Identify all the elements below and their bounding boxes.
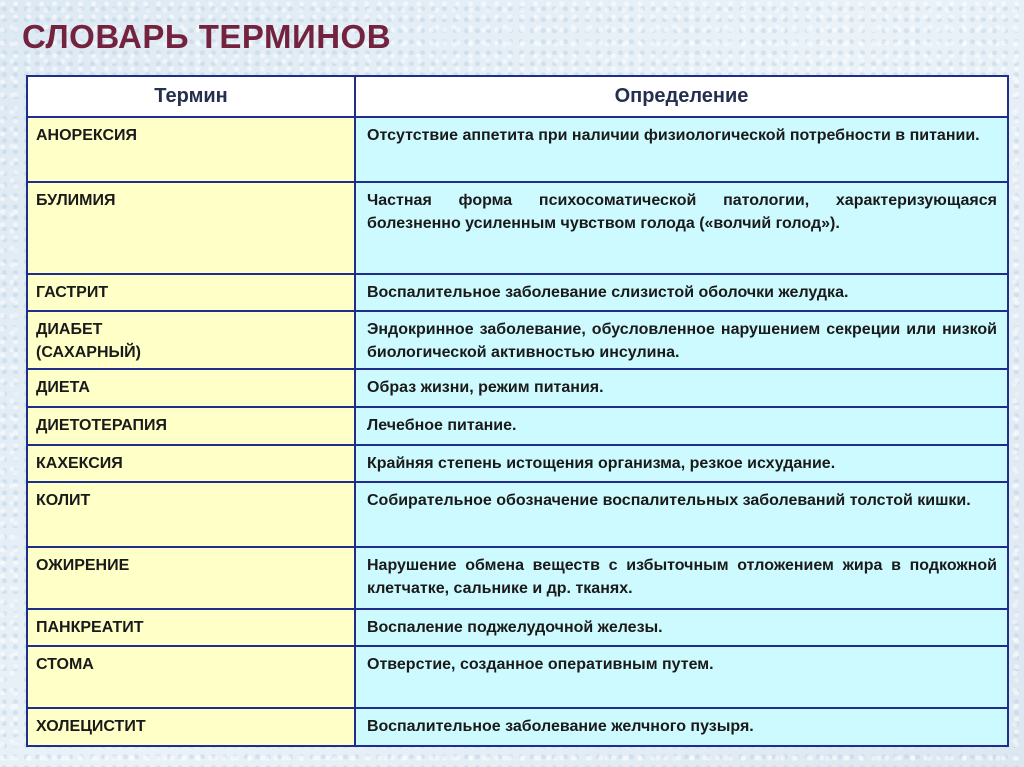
term-text: ДИАБЕТ (САХАРНЫЙ) bbox=[36, 321, 141, 361]
definition-cell: Лечебное питание. bbox=[355, 407, 1008, 445]
header-term: Термин bbox=[27, 76, 355, 117]
definition-cell: Воспалительное заболевание желчного пузыря. bbox=[355, 708, 1008, 746]
definition-cell: Собирательное обозначение воспалительных заболеваний толстой кишки. bbox=[355, 482, 1008, 547]
definition-cell: Отверстие, созданное оперативным путем. bbox=[355, 646, 1008, 708]
table-row bbox=[27, 274, 1008, 311]
term-cell: ХОЛЕЦИСТИТ bbox=[27, 708, 355, 746]
definition-cell: Нарушение обмена веществ с избыточным отложением жира в подкожной клетчатке, сальнике и др. тканях. bbox=[355, 547, 1008, 609]
term-cell: КОЛИТ bbox=[27, 482, 355, 547]
table-row bbox=[27, 609, 1008, 646]
term-cell: ПАНКРЕАТИТ bbox=[27, 609, 355, 646]
table-row bbox=[27, 445, 1008, 482]
definition-cell: Воспаление поджелудочной железы. bbox=[355, 609, 1008, 646]
term-cell: ОЖИРЕНИЕ bbox=[27, 547, 355, 609]
table-header-row bbox=[27, 76, 1008, 117]
definition-cell: Образ жизни, режим питания. bbox=[355, 369, 1008, 407]
table-row bbox=[27, 646, 1008, 708]
header-definition: Определение bbox=[355, 76, 1008, 117]
term-cell: КАХЕКСИЯ bbox=[27, 445, 355, 482]
term-cell bbox=[27, 311, 355, 369]
term-cell: АНОРЕКСИЯ bbox=[27, 117, 355, 182]
table-row bbox=[27, 311, 1008, 369]
page-title: СЛОВАРЬ ТЕРМИНОВ bbox=[22, 18, 392, 55]
definition-cell: Крайняя степень истощения организма, резкое исхудание. bbox=[355, 445, 1008, 482]
table-row bbox=[27, 708, 1008, 746]
table-row bbox=[27, 407, 1008, 445]
terms-table bbox=[26, 75, 1009, 747]
definition-cell: Отсутствие аппетита при наличии физиологической потребности в питании. bbox=[355, 117, 1008, 182]
table-row bbox=[27, 369, 1008, 407]
definition-cell: Эндокринное заболевание, обусловленное нарушением секреции или низкой биологической активностью инсулина. bbox=[355, 311, 1008, 369]
term-cell: СТОМА bbox=[27, 646, 355, 708]
term-cell: ДИЕТА bbox=[27, 369, 355, 407]
term-cell: БУЛИМИЯ bbox=[27, 182, 355, 274]
table-row bbox=[27, 117, 1008, 182]
table-row bbox=[27, 182, 1008, 274]
definition-cell: Частная форма психосоматической патологии, характеризующаяся болезненно усиленным чувством голода («волчий голод»). bbox=[355, 182, 1008, 274]
definition-cell: Воспалительное заболевание слизистой оболочки желудка. bbox=[355, 274, 1008, 311]
table-row bbox=[27, 482, 1008, 547]
term-cell: ГАСТРИТ bbox=[27, 274, 355, 311]
term-cell: ДИЕТОТЕРАПИЯ bbox=[27, 407, 355, 445]
table-row bbox=[27, 547, 1008, 609]
